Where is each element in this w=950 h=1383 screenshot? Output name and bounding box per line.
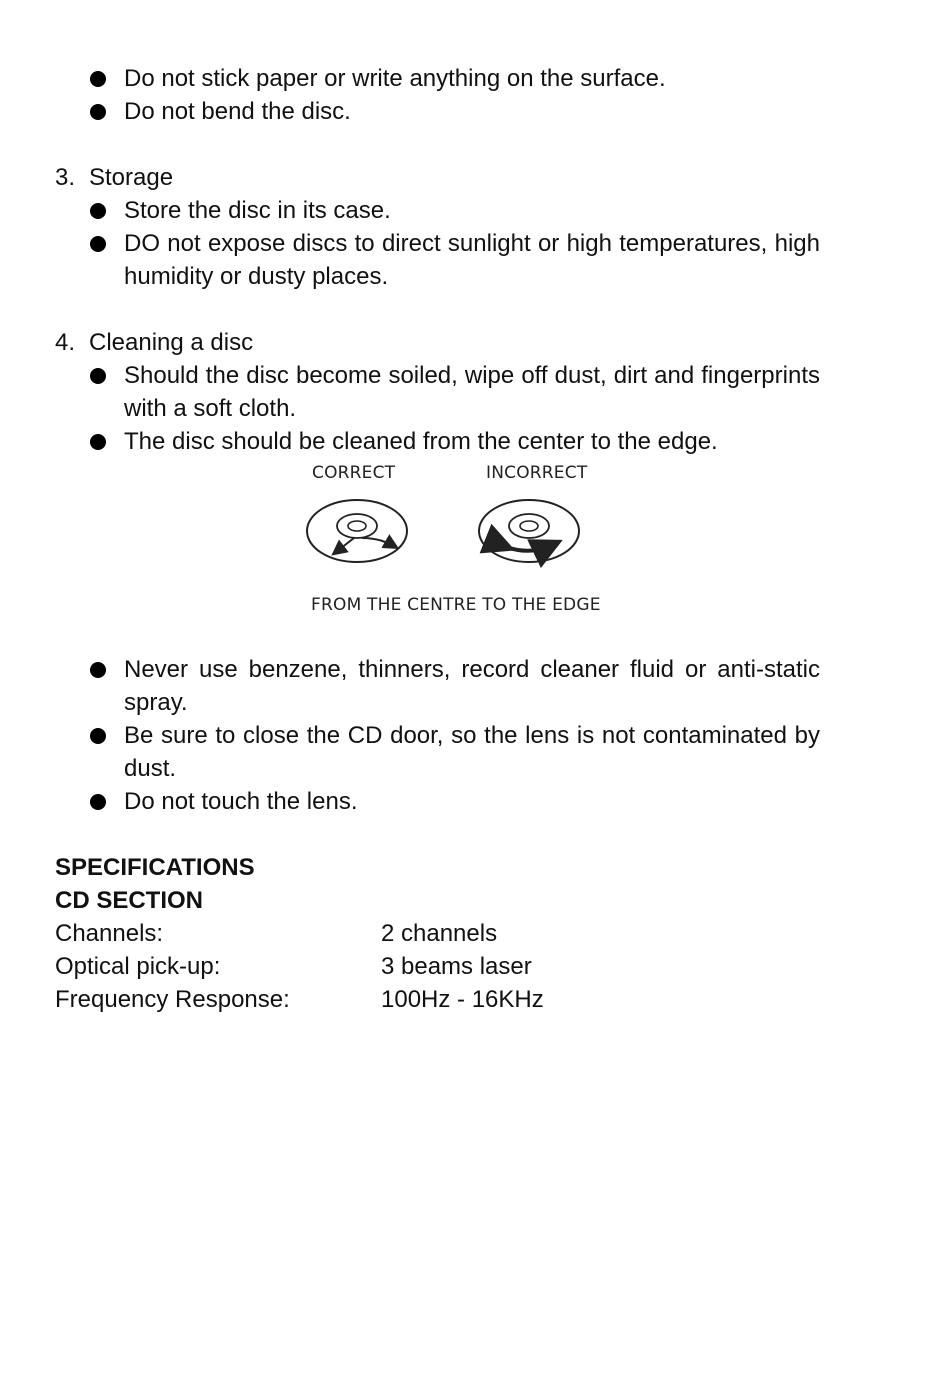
bullet-text: Should the disc become soiled, wipe off dust, dirt and fingerprints with a soft cloth. bbox=[124, 362, 820, 422]
disc-diagrams bbox=[290, 488, 620, 608]
bullet-text: Be sure to close the CD door, so the lens is not contaminated by dust. bbox=[124, 722, 820, 782]
bullet-text: Do not stick paper or write anything on the surface. bbox=[124, 65, 666, 92]
disc-handling-list bbox=[90, 62, 820, 128]
bullet-icon bbox=[90, 104, 106, 120]
bullet-icon bbox=[90, 203, 106, 219]
bullet-icon bbox=[90, 728, 106, 744]
list-item bbox=[90, 227, 820, 293]
spec-key: Optical pick-up: bbox=[55, 953, 221, 980]
disc-cleaning-figure bbox=[290, 458, 620, 623]
lens-care-list bbox=[90, 653, 820, 818]
list-item bbox=[90, 194, 820, 227]
list-item bbox=[90, 719, 820, 785]
storage-heading bbox=[55, 161, 173, 194]
section-number: 3. bbox=[55, 164, 76, 191]
list-item bbox=[90, 359, 820, 425]
list-item bbox=[90, 653, 820, 719]
cd-section-title: CD SECTION bbox=[55, 887, 204, 914]
spec-key: Frequency Response: bbox=[55, 986, 290, 1013]
spec-value: 100Hz - 16KHz bbox=[381, 986, 544, 1013]
correct-disc-icon bbox=[307, 500, 407, 562]
list-item bbox=[90, 95, 820, 128]
bullet-icon bbox=[90, 71, 106, 87]
spec-key: Channels: bbox=[55, 920, 164, 947]
list-item bbox=[90, 62, 820, 95]
bullet-icon bbox=[90, 662, 106, 678]
storage-list bbox=[90, 194, 820, 293]
list-item bbox=[90, 785, 820, 818]
bullet-text: Do not bend the disc. bbox=[124, 98, 351, 125]
bullet-icon bbox=[90, 434, 106, 450]
section-title: Storage bbox=[89, 164, 174, 191]
spec-value: 3 beams laser bbox=[381, 953, 532, 980]
list-item bbox=[90, 425, 820, 458]
spec-value: 2 channels bbox=[381, 920, 498, 947]
correct-label: CORRECT bbox=[312, 463, 396, 483]
bullet-icon bbox=[90, 236, 106, 252]
bullet-icon bbox=[90, 368, 106, 384]
bullet-icon bbox=[90, 794, 106, 810]
cleaning-heading bbox=[55, 326, 253, 359]
specifications-title: SPECIFICATIONS bbox=[55, 854, 255, 881]
incorrect-label: INCORRECT bbox=[486, 463, 588, 483]
bullet-text: Never use benzene, thinners, record cleaner fluid or anti-static spray. bbox=[124, 656, 820, 716]
bullet-text: Do not touch the lens. bbox=[124, 788, 358, 815]
bullet-text: DO not expose discs to direct sunlight or high temperatures, high humidity or dusty places. bbox=[124, 230, 820, 290]
section-number: 4. bbox=[55, 329, 76, 356]
bullet-text: Store the disc in its case. bbox=[124, 197, 391, 224]
section-title: Cleaning a disc bbox=[89, 329, 254, 356]
cleaning-list bbox=[90, 359, 820, 458]
bullet-text: The disc should be cleaned from the center to the edge. bbox=[124, 428, 718, 455]
figure-caption: FROM THE CENTRE TO THE EDGE bbox=[311, 595, 601, 615]
incorrect-disc-icon bbox=[479, 500, 579, 562]
